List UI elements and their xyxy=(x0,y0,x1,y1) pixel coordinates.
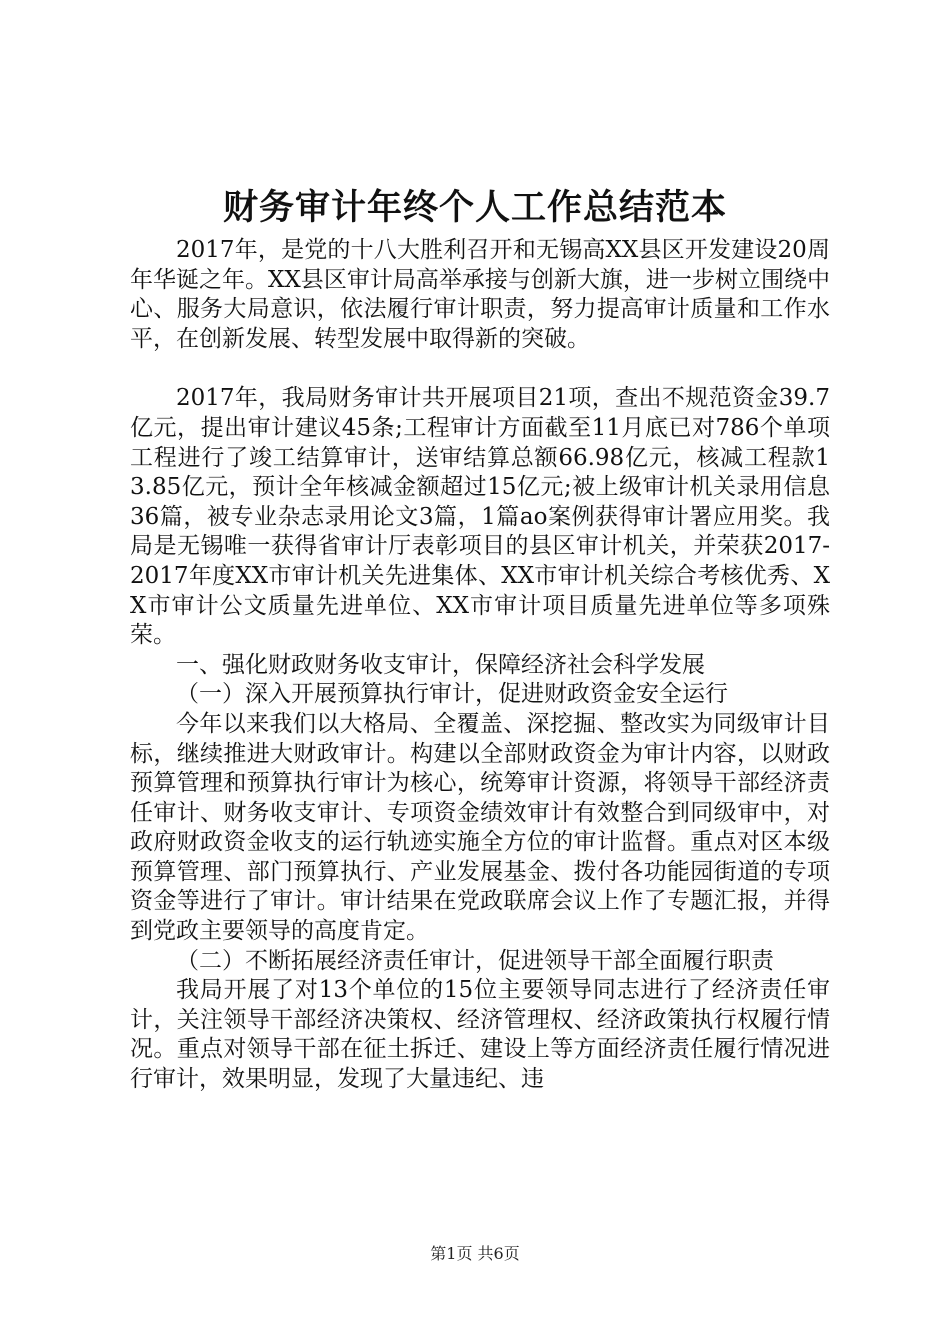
budget-audit-paragraph: 今年以来我们以大格局、全覆盖、深挖掘、整改实为同级审计目标，继续推进大财政审计。构建以全部财政资金为审计内容，以财政预算管理和预算执行审计为核心，统筹审计资源，将领导干部经济责任审计、财务收支审计、专项资金绩效审计有效整合到同级审中，对政府财政资金收支的运行轨迹实施全方位的审计监督。重点对区本级预算管理、部门预算执行、产业发展基金、拨付各功能园街道的专项资金等进行了审计。审计结果在党政联席会议上作了专题汇报，并得到党政主要领导的高度肯定。 xyxy=(130,710,830,945)
summary-paragraph: 2017年，我局财务审计共开展项目21项，查出不规范资金39.7亿元，提出审计建议45条;工程审计方面截至11月底已对786个单项工程进行了竣工结算审计，送审结算总额66.98亿元，核减工程款13.85亿元，预计全年核减金额超过15亿元;被上级审计机关录用信息36篇，被专业杂志录用论文3篇，1篇ao案例获得审计署应用奖。我局是无锡唯一获得省审计厅表彰项目的县区审计机关，并荣获2017-2017年度XX市审计机关先进集体、XX市审计机关综合考核优秀、XX市审计公文质量先进单位、XX市审计项目质量先进单位等多项殊荣。 xyxy=(130,385,830,649)
economic-responsibility-paragraph: 我局开展了对13个单位的15位主要领导同志进行了经济责任审计，关注领导干部经济决策权、经济管理权、经济政策执行权履行情况。重点对领导干部在征土拆迁、建设上等方面经济责任履行情况进行审计，效果明显，发现了大量违纪、违 xyxy=(130,977,830,1093)
document-body xyxy=(130,236,830,1095)
intro-paragraph: 2017年，是党的十八大胜利召开和无锡高XX县区开发建设20周年华诞之年。XX县区审计局高举承接与创新大旗，进一步树立围绕中心、服务大局意识，依法履行审计职责，努力提高审计质量和工作水平，在创新发展、转型发展中取得新的突破。 xyxy=(130,237,830,352)
subsection-heading-2: （二）不断拓展经济责任审计，促进领导干部全面履行职责 xyxy=(176,947,774,974)
subsection-heading-1: （一）深入开展预算执行审计，促进财政资金安全运行 xyxy=(176,681,728,708)
section-heading-1: 一、强化财政财务收支审计，保障经济社会科学发展 xyxy=(176,651,705,678)
page-number-footer: 第1页 共6页 xyxy=(430,1244,520,1263)
document-title: 财务审计年终个人工作总结范本 xyxy=(222,188,727,228)
